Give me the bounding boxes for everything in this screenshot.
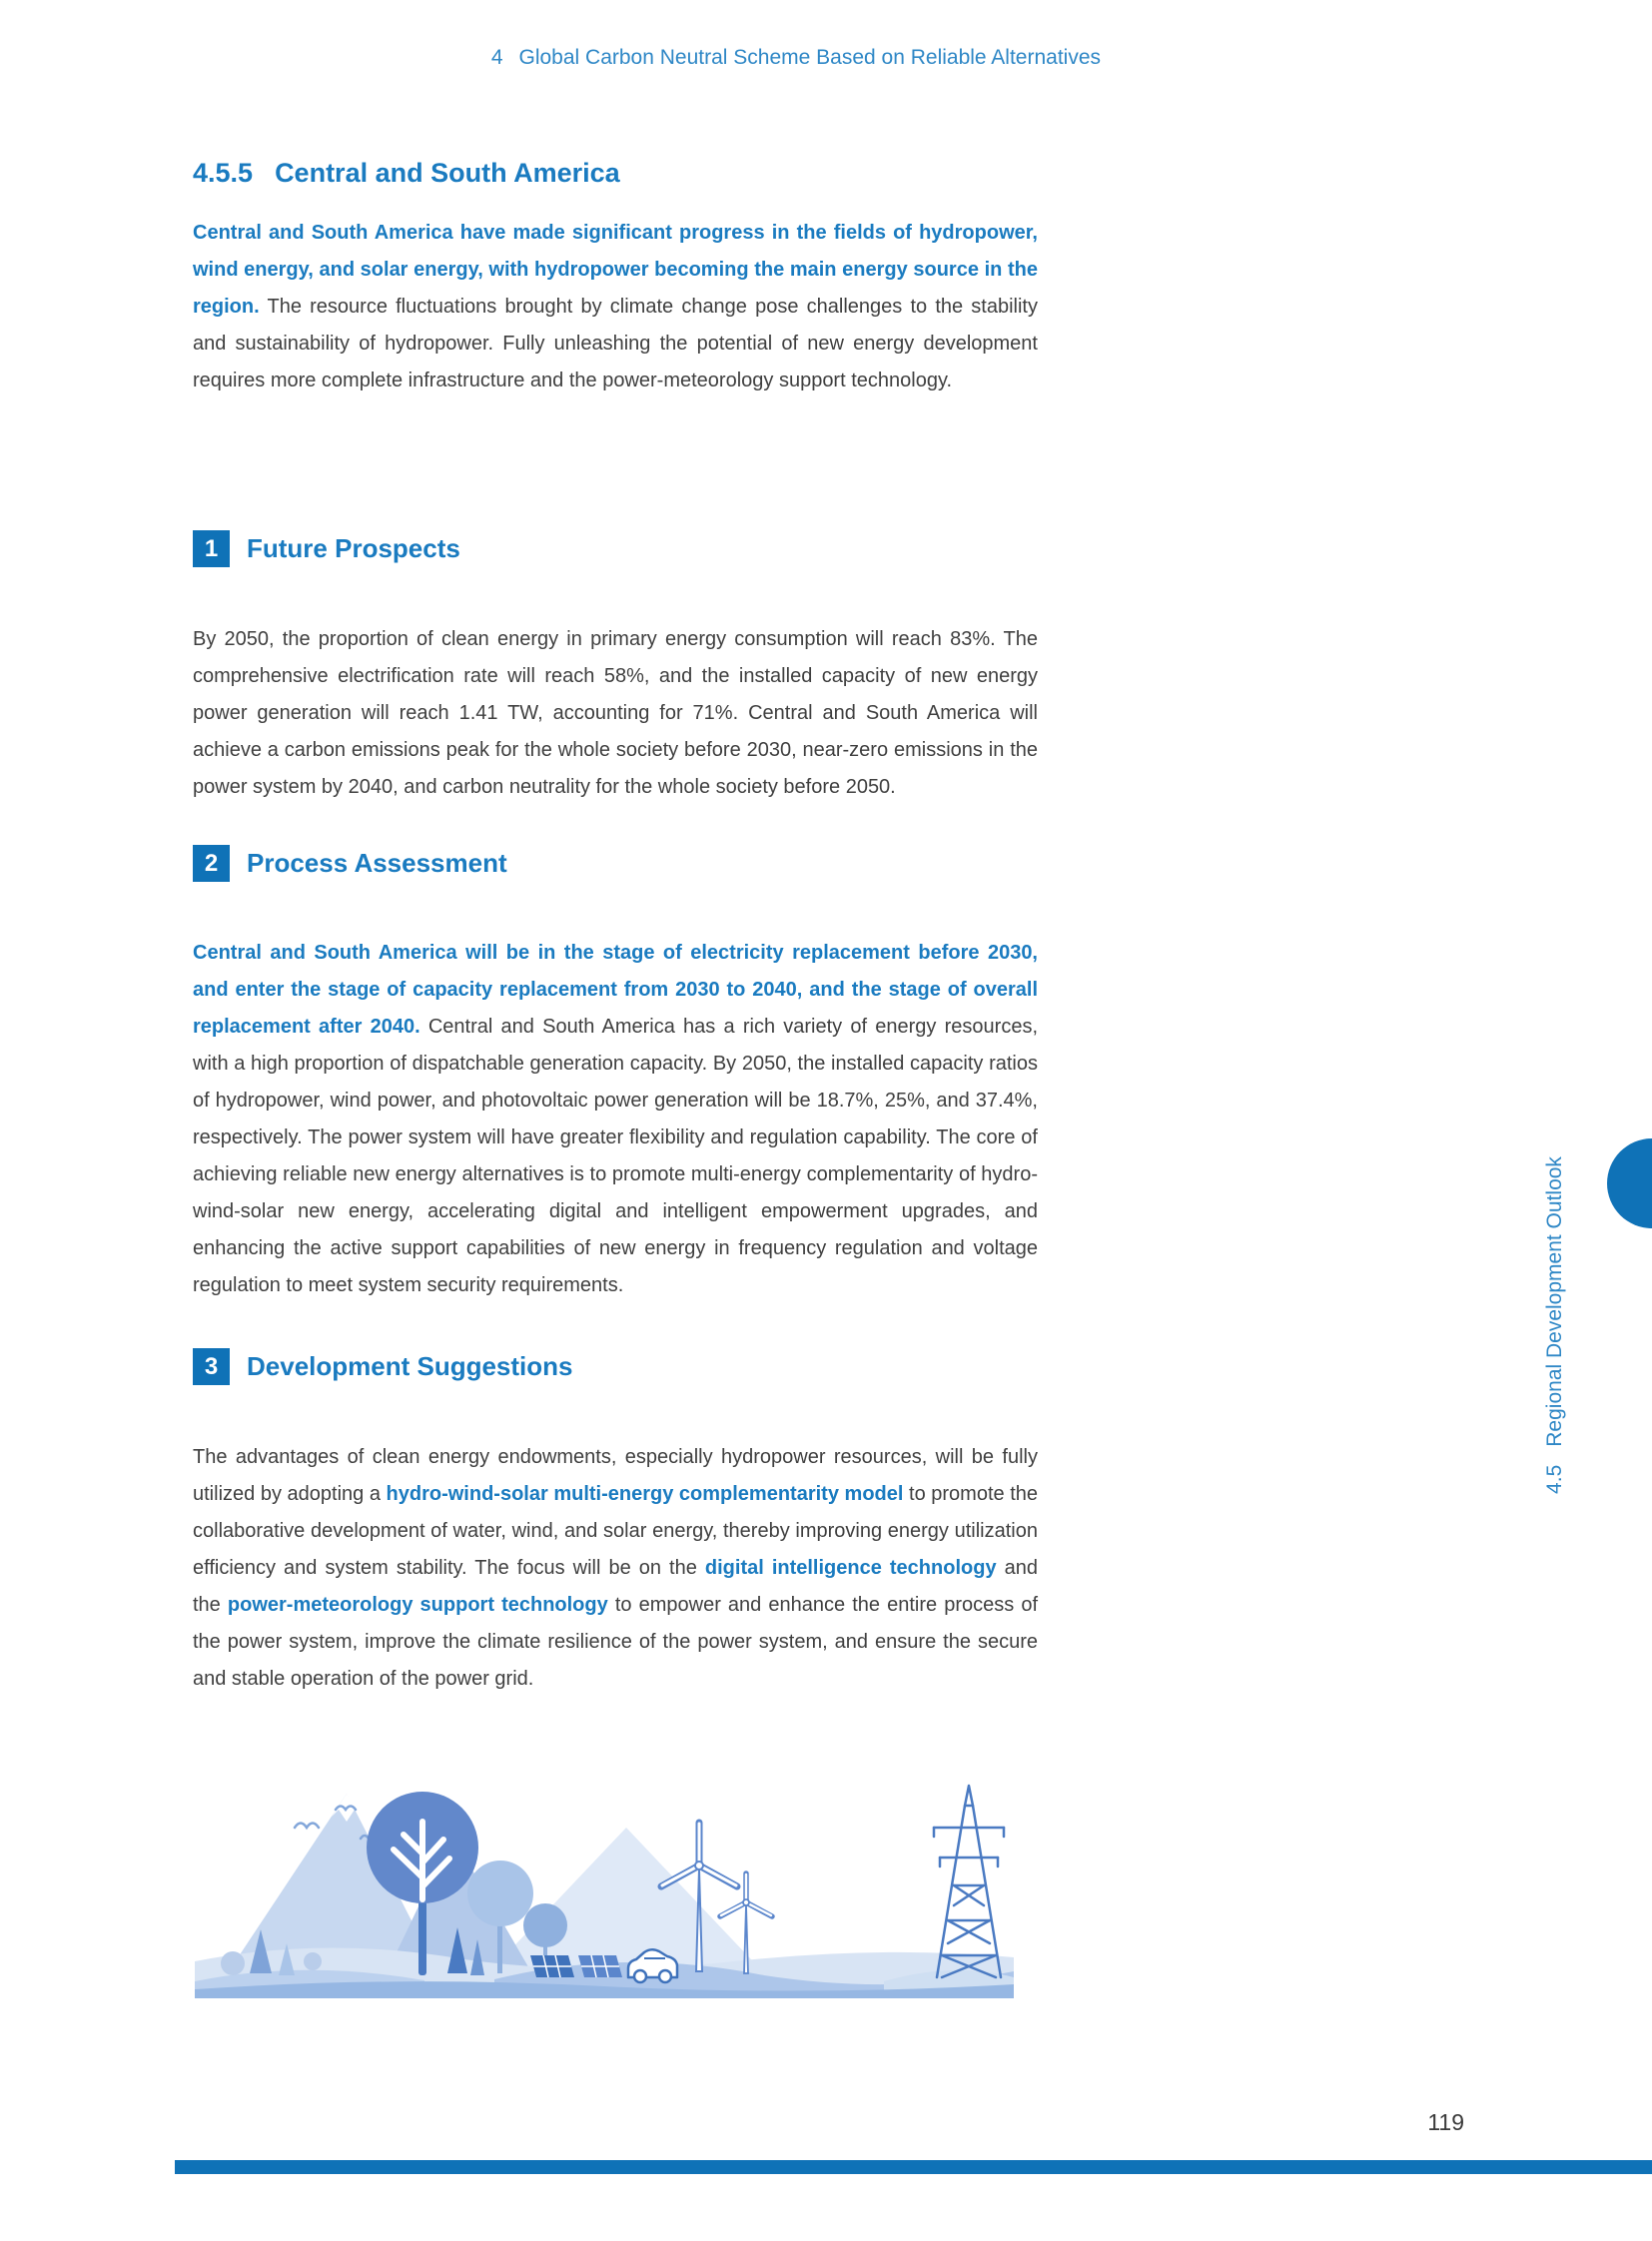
sidebar-tab — [1607, 1138, 1652, 1228]
subsection-badge-3: 3 — [193, 1348, 230, 1385]
section-heading — [193, 158, 620, 189]
process-assessment-paragraph: Central and South America will be in the stage of electricity replacement before 2030, and enter the stage of capacity replacement from 2030 to 2040, and the stage of overall replacement after 2040. Central and South America has a rich variety of energy resources, with a high proportion of dispatchable generation capacity. By 2050, the installed capacity ratios of hydropower, wind power, and photovoltaic power generation will be 18.7%, 25%, and 37.4%, respectively. The power system will have greater flexibility and regulation capability. The core of achieving reliable new energy alternatives is to promote multi-energy complementarity of hydro-wind-solar new energy, accelerating digital and intelligent empowerment upgrades, and enhancing the active support capabilities of new energy in frequency regulation and voltage regulation to meet system security requirements. — [193, 942, 1039, 1296]
sidebar-section-label — [1543, 1135, 1571, 1515]
landscape-illustration — [195, 1766, 1014, 2009]
footer-bar — [175, 2160, 1652, 2174]
section-number: 4.5.5 — [193, 158, 254, 188]
sidebar-section-title: Regional Development Outlook — [1543, 1156, 1566, 1447]
chapter-number: 4 — [490, 46, 503, 69]
development-suggestions-paragraph: The advantages of clean energy endowments, especially hydropower resources, will be fully utilized by adopting a hydro-wind-solar multi-energy complementarity model to promote the collaborative development of water, wind, and solar energy, thereby improving energy utilization efficiency and system stability. The focus will be on the digital intelligence technology and the power-meteorology support technology to empower and enhance the entire process of the power system, improve the climate resilience of the power system, and ensure the secure and stable operation of the power grid. — [193, 1446, 1039, 1690]
subsection-badge-1: 1 — [193, 530, 230, 567]
transmission-tower-icon — [934, 1786, 1004, 1977]
subsection-header-process-assessment — [193, 845, 507, 882]
subsection-title-1: Future Prospects — [247, 533, 460, 563]
subsection-title-3: Development Suggestions — [247, 1351, 573, 1381]
subsection-title-2: Process Assessment — [247, 848, 507, 878]
running-header — [0, 46, 1101, 70]
subsection-header-development-suggestions — [193, 1348, 573, 1385]
intro-paragraph: Central and South America have made significant progress in the fields of hydropower, wind energy, and solar energy, with hydropower becoming the main energy source in the region. The resource fluctuations brought by climate change pose challenges to the stability and sustainability of hydropower. Fully unleashing the potential of new energy development requires more complete infrastructure and the power-meteorology support technology. — [193, 222, 1038, 391]
future-prospects-paragraph: By 2050, the proportion of clean energy in primary energy consumption will reach 83%. The comprehensive electrification rate will reach 58%, and the installed capacity of new energy power generation will reach 1.41 TW, accounting for 71%. Central and South America will achieve a carbon emissions peak for the whole society before 2030, near-zero emissions in the power system by 2040, and carbon neutrality for the whole society before 2050. — [193, 628, 1038, 798]
subsection-badge-2: 2 — [193, 845, 230, 882]
section-title: Central and South America — [275, 158, 620, 188]
subsection-header-future-prospects — [193, 530, 460, 567]
sidebar-section-number: 4.5 — [1543, 1464, 1566, 1494]
chapter-title: Global Carbon Neutral Scheme Based on Reliable Alternatives — [518, 46, 1101, 69]
page-number: 119 — [1427, 2109, 1464, 2135]
